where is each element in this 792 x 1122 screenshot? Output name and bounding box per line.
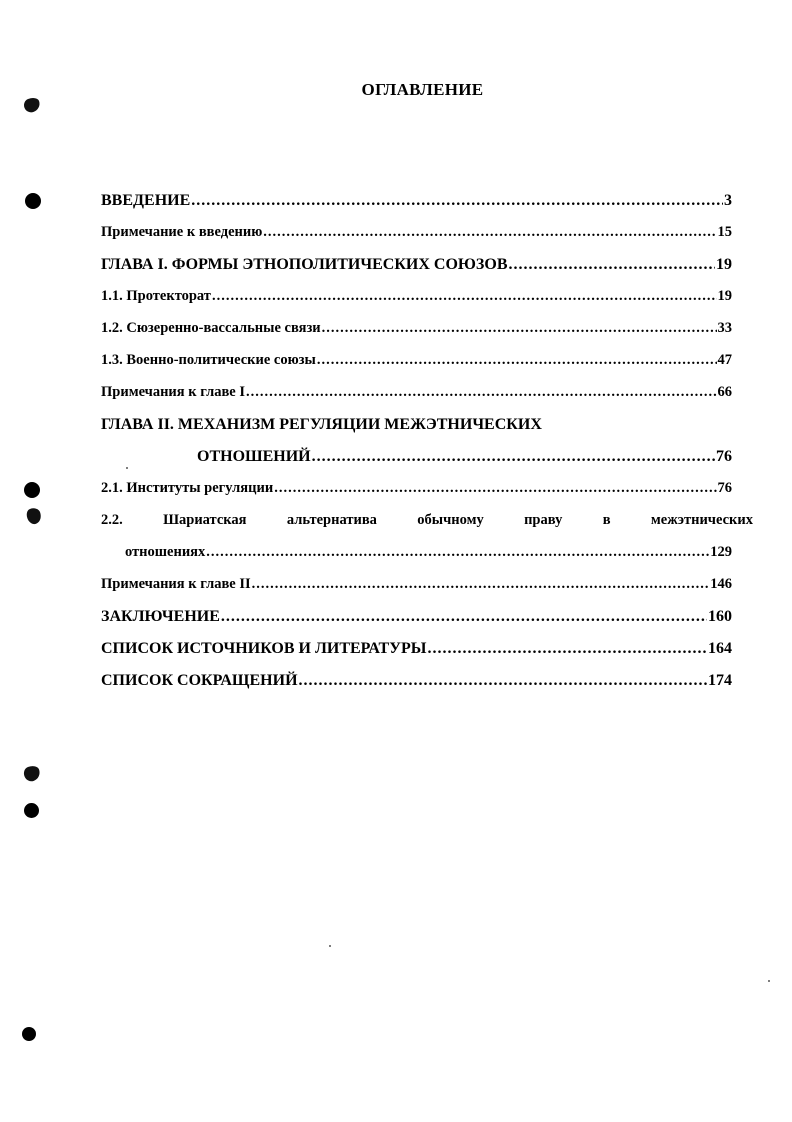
toc-leader-dots: [221, 608, 707, 626]
toc-entry-section-2-2[interactable]: [101, 544, 732, 576]
scan-blot: [25, 506, 44, 526]
toc-entry-label: 2.1. Институты регуляции: [101, 480, 274, 496]
toc-leader-dots: [317, 352, 717, 369]
toc-entry-label: ГЛАВА II. МЕХАНИЗМ РЕГУЛЯЦИИ МЕЖЭТНИЧЕСКИХ: [101, 416, 542, 433]
toc-entry-label: ОТНОШЕНИЙ: [197, 448, 311, 465]
toc-entry-label: СПИСОК СОКРАЩЕНИЙ: [101, 672, 298, 689]
toc-leader-dots: [312, 448, 715, 466]
toc-entry-abbreviations[interactable]: [101, 672, 732, 704]
toc-entry-page: 19: [716, 256, 732, 273]
toc-entry-page: 160: [708, 608, 732, 625]
toc-entry-page: 47: [717, 352, 732, 368]
toc-word: 2.2.: [101, 512, 123, 528]
toc-leader-dots: [322, 320, 717, 337]
toc-leader-dots: [299, 672, 707, 690]
toc-entry-page: 33: [717, 320, 732, 336]
binder-hole: [24, 803, 39, 818]
toc-entry-label: ВВЕДЕНИЕ: [101, 192, 191, 209]
scan-speck: [329, 945, 331, 947]
toc-entry-section-1-3[interactable]: [101, 352, 732, 384]
toc-leader-dots: [252, 576, 710, 593]
toc-entry-label: 1.3. Военно-политические союзы: [101, 352, 316, 368]
toc-entry-sources[interactable]: [101, 640, 732, 672]
toc-entry-label: ГЛАВА I. ФОРМЫ ЭТНОПОЛИТИЧЕСКИХ СОЮЗОВ: [101, 256, 508, 273]
toc-word: праву: [524, 512, 563, 528]
toc-entry-page: 76: [717, 480, 732, 496]
toc-entry-label: 1.1. Протекторат: [101, 288, 211, 304]
toc-entry-page: 146: [710, 576, 732, 592]
toc-entry-page: 66: [717, 384, 732, 400]
toc-entry-page: 164: [708, 640, 732, 657]
toc-entry-label: ЗАКЛЮЧЕНИЕ: [101, 608, 220, 625]
toc-entry-label: Примечания к главе I: [101, 384, 246, 400]
toc-leader-dots: [263, 224, 716, 241]
toc-entry-introduction-note[interactable]: [101, 224, 732, 256]
toc-entry-chapter-1[interactable]: [101, 256, 732, 288]
page-title: ОГЛАВЛЕНИЕ: [361, 80, 484, 99]
binder-hole: [24, 482, 40, 498]
toc-entry-label: СПИСОК ИСТОЧНИКОВ И ЛИТЕРАТУРЫ: [101, 640, 427, 657]
toc-word: обычному: [417, 512, 484, 528]
toc-entry-label: Примечание к введению: [101, 224, 263, 240]
toc-entry-label: 1.2. Сюзеренно-вассальные связи: [101, 320, 321, 336]
toc-entry-page: 15: [717, 224, 732, 240]
toc-entry-notes-chapter-1[interactable]: [101, 384, 732, 416]
binder-hole: [25, 193, 41, 209]
toc-leader-dots: [274, 480, 716, 497]
toc-leader-dots: [212, 288, 717, 305]
toc-leader-dots: [427, 640, 707, 658]
toc-entry-section-1-2[interactable]: [101, 320, 732, 352]
binder-hole: [22, 1027, 36, 1041]
toc-word: в: [602, 512, 611, 528]
toc-entry-notes-chapter-2[interactable]: [101, 576, 732, 608]
toc-entry-page: 3: [724, 192, 732, 209]
toc-word: Шариатская: [163, 512, 247, 528]
toc-entry-page: 76: [716, 448, 732, 465]
toc-leader-dots: [509, 256, 716, 274]
toc-entry-page: 129: [710, 544, 732, 560]
toc-leader-dots: [246, 384, 716, 401]
toc-entry-section-1-1[interactable]: [101, 288, 732, 320]
toc-entry-page: 174: [708, 672, 732, 689]
toc-entry-chapter-2-line1[interactable]: [101, 416, 732, 448]
toc-entry-section-2-2-line1[interactable]: [101, 512, 753, 544]
toc-entry-label: отношениях: [125, 544, 206, 560]
toc-entry-label: Примечания к главе II: [101, 576, 251, 592]
toc-entry-introduction[interactable]: [101, 192, 732, 224]
toc-entry-page: 19: [717, 288, 732, 304]
toc-word: межэтнических: [650, 512, 753, 528]
toc-entry-section-2-1[interactable]: [101, 480, 732, 512]
toc-leader-dots: [206, 544, 709, 561]
toc-entry-chapter-2[interactable]: [101, 448, 732, 480]
toc-word: альтернатива: [286, 512, 377, 528]
toc-leader-dots: [191, 192, 723, 210]
table-of-contents: [101, 192, 753, 704]
scan-blot: [22, 764, 42, 784]
scan-speck: [768, 980, 770, 982]
toc-entry-conclusion[interactable]: [101, 608, 732, 640]
